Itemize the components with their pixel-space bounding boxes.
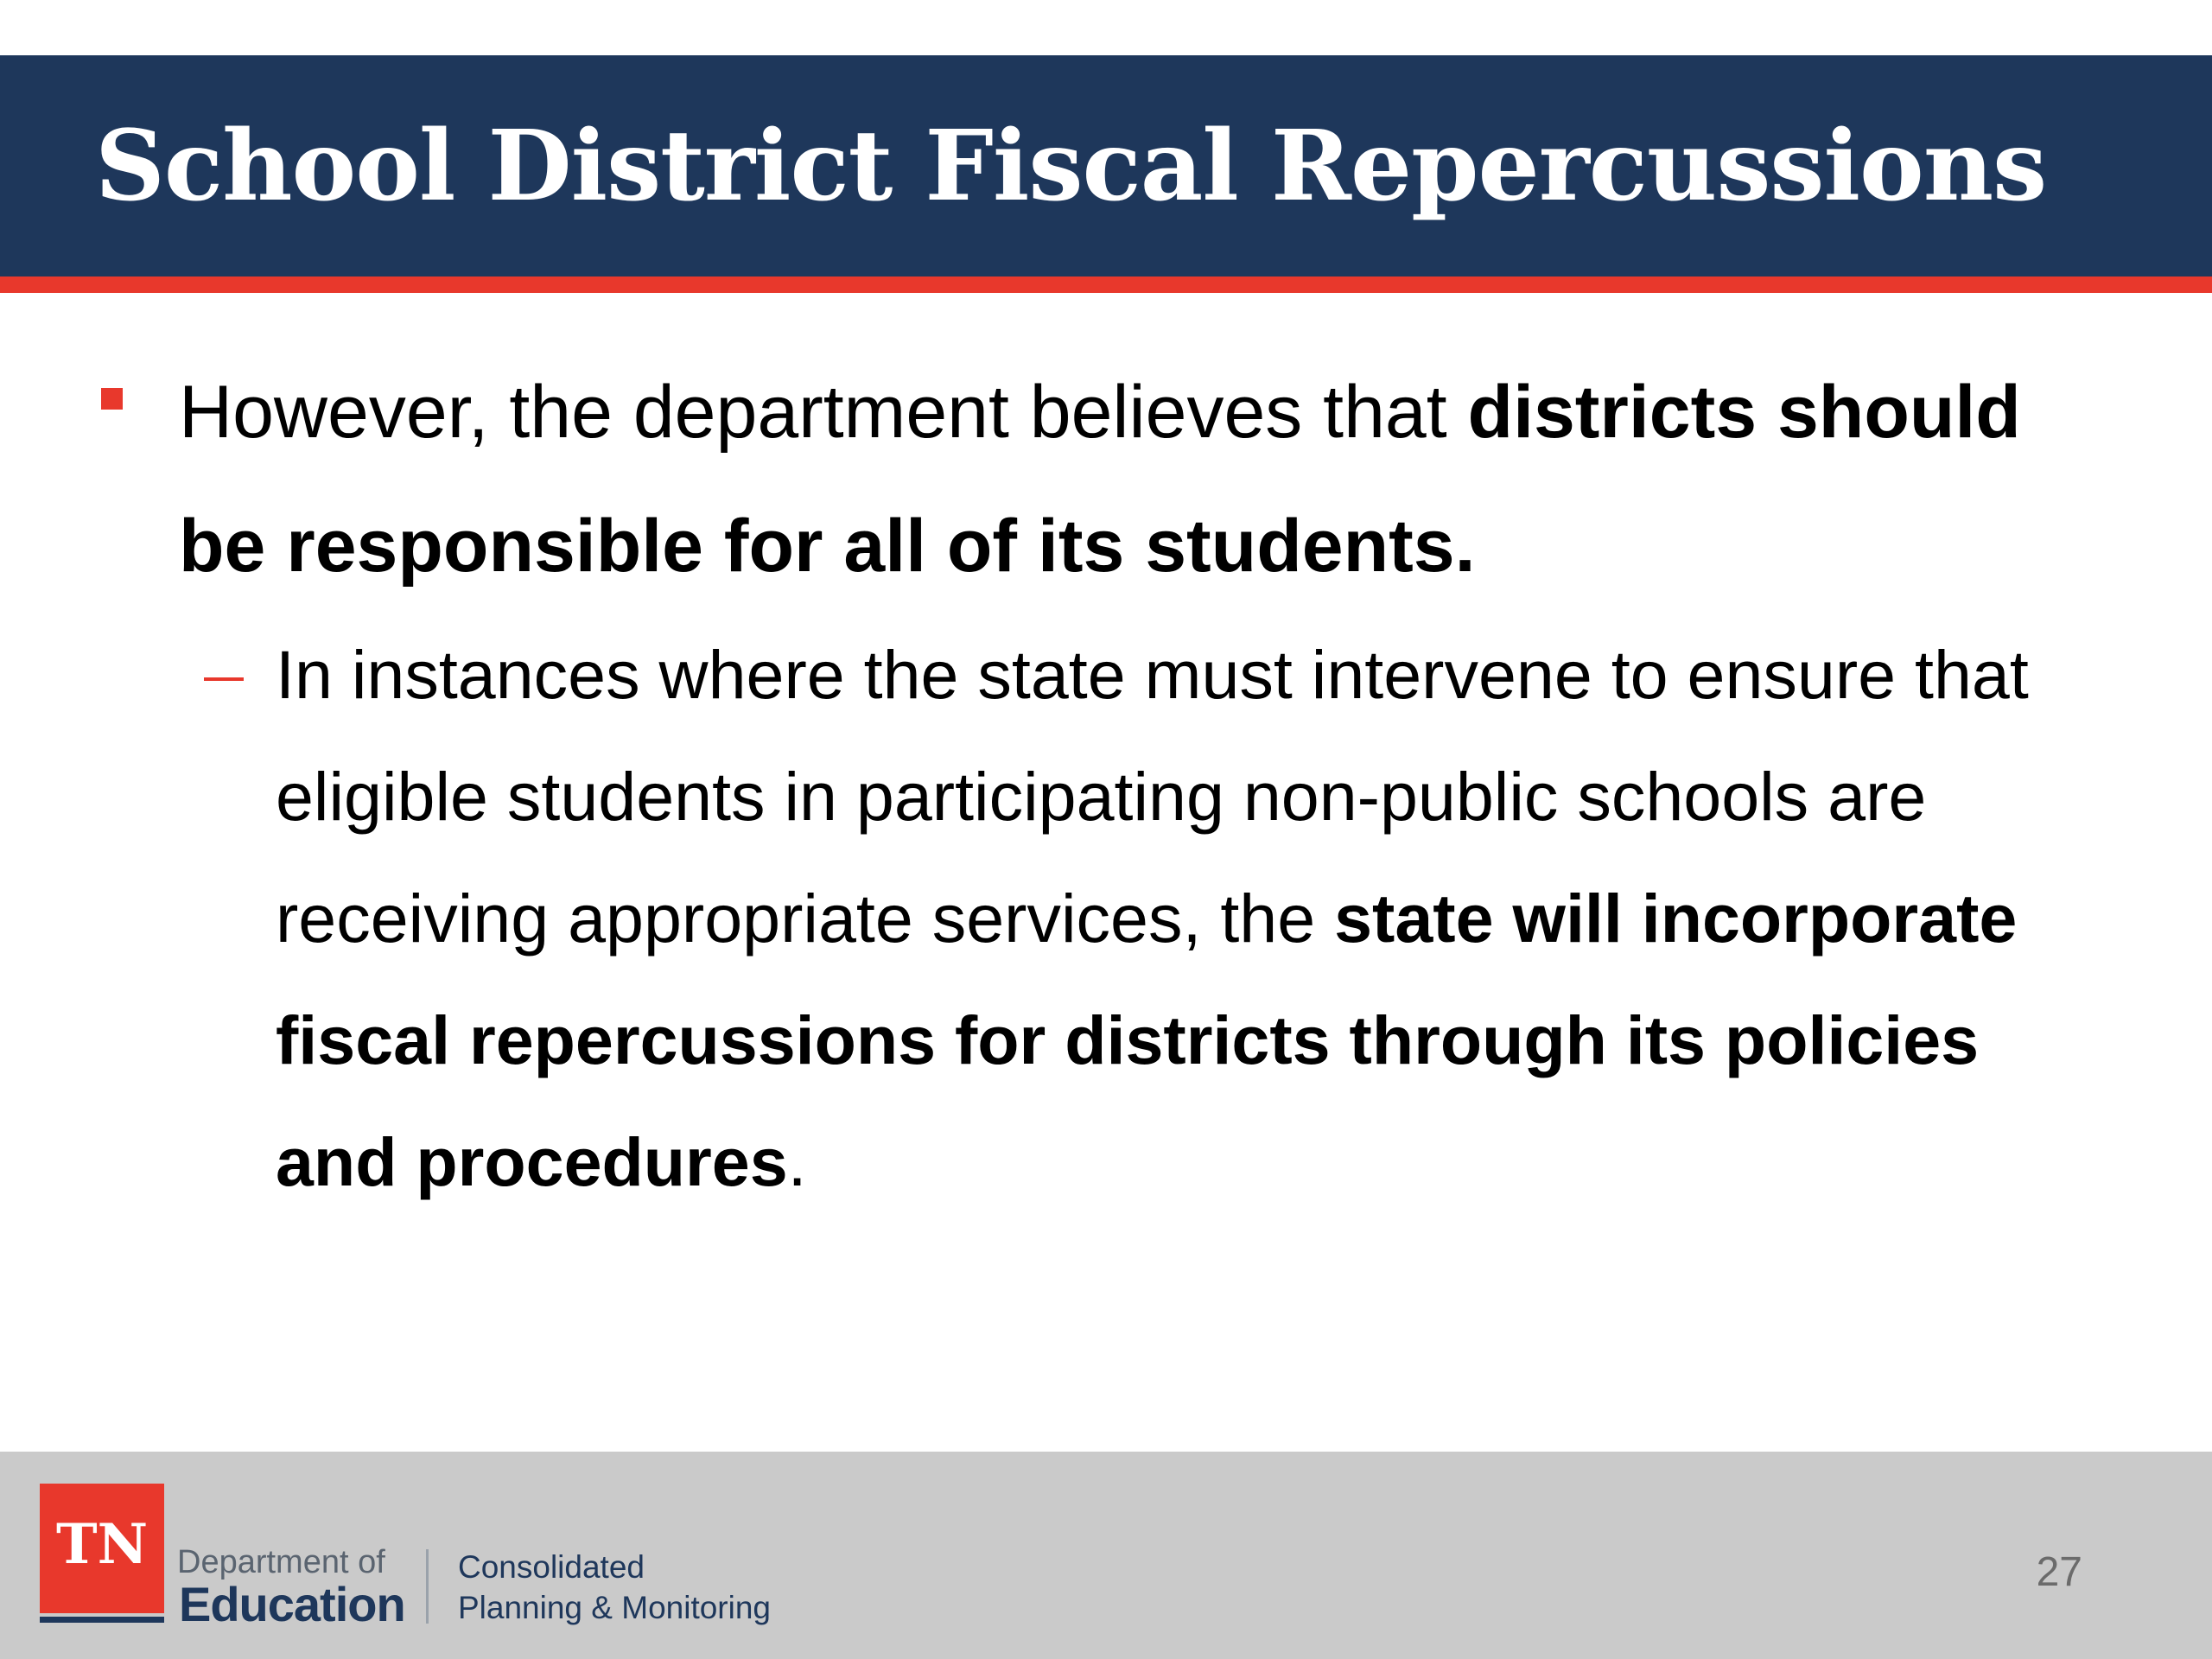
sub-bullet-regular-start: In instances where the state must intervene to ensure that eligible students in participating non-public schools are receiving appropriate services, the	[276, 636, 2029, 957]
slide-title: School District Fiscal Repercussions	[95, 110, 2047, 223]
main-bullet-regular: However, the department believes that	[179, 371, 1468, 454]
program-name-line1: Consolidated	[458, 1549, 645, 1585]
department-label: Department of	[177, 1544, 385, 1580]
square-bullet-icon	[101, 388, 123, 410]
main-bullet-text	[179, 346, 2097, 613]
department-name: Education	[179, 1577, 405, 1631]
main-bullet-bold: districts should be responsible for all of its students.	[179, 371, 2021, 588]
tn-logo-text: TN	[55, 1512, 149, 1577]
sub-bullet-bold: state will incorporate fiscal repercussions for districts through its policies and procedures	[276, 880, 2018, 1200]
sub-bullet-text	[276, 613, 2099, 1223]
sub-bullet-regular-end: .	[787, 1123, 807, 1200]
page-number: 27	[2036, 1549, 2082, 1595]
program-name	[458, 1547, 771, 1628]
title-accent-rule	[0, 276, 2212, 293]
tn-logo	[40, 1484, 164, 1613]
program-name-line2: Planning & Monitoring	[458, 1590, 771, 1625]
dash-bullet-icon	[204, 677, 244, 681]
footer-divider	[426, 1549, 429, 1624]
tn-logo-underline	[40, 1617, 164, 1623]
